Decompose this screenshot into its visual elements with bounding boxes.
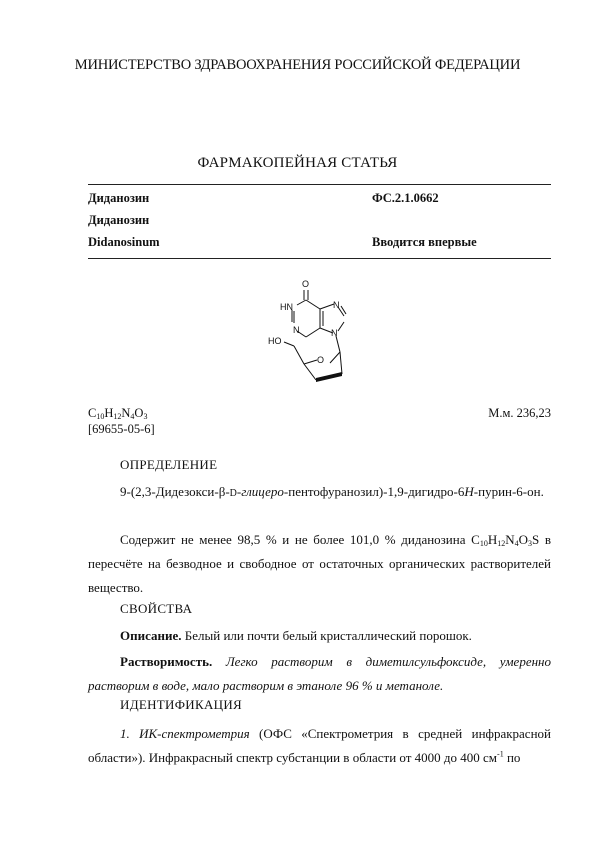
content-paragraph: Содержит не менее 98,5 % и не более 101,0 % диданозина $C_{10}H_{12}N_4O_3S$ в пересчёте на безводное и свободное от остаточных органических растворителей вещество. bbox=[88, 532, 551, 595]
atom-label: O bbox=[317, 355, 325, 365]
structural-formula bbox=[250, 270, 370, 395]
header-top-rule bbox=[88, 184, 551, 185]
section-heading-definition: ОПРЕДЕЛЕНИЕ bbox=[120, 457, 218, 472]
cas-number: [69655-05-6] bbox=[88, 422, 155, 436]
description-paragraph: Описание. Белый или почти белый кристаллический порошок. bbox=[120, 628, 472, 643]
chemical-name-paragraph: 9-(2,3-Дидезокси-β-D-глицеро-пентофуранозил)-1,9-дигидро-6H-пурин-6-он. bbox=[120, 484, 544, 499]
atom-label: N bbox=[293, 325, 300, 335]
molecular-formula: $C_{10}H_{12}N_4O_3$ bbox=[88, 406, 148, 421]
ir-spectrometry-paragraph: 1. ИК-спектрометрия (ОФС «Спектрометрия в средней инфракрасной области»). Инфракрасный спектр субстанции в области от 4000 до 400 $см^{-1}$ по bbox=[88, 726, 551, 765]
article-status: Вводится впервые bbox=[372, 235, 477, 249]
header-bottom-rule bbox=[88, 258, 551, 259]
substance-name-latin: Didanosinum bbox=[88, 235, 160, 249]
solubility-paragraph: Растворимость. Легко растворим в диметилсульфоксиде, умеренно растворим в воде, мало растворим в этаноле 96 % и метаноле. bbox=[88, 654, 551, 693]
substance-name-ru: Диданозин bbox=[88, 191, 150, 205]
atom-label: O bbox=[302, 279, 310, 289]
article-code: ФС.2.1.0662 bbox=[372, 191, 439, 205]
atom-label: N bbox=[333, 300, 340, 310]
article-title: ФАРМАКОПЕЙНАЯ СТАТЬЯ bbox=[197, 155, 398, 171]
atom-label: N bbox=[331, 328, 338, 338]
atom-label: HN bbox=[280, 302, 293, 312]
molecular-mass: М.м. 236,23 bbox=[488, 406, 551, 420]
atom-label: HO bbox=[268, 336, 282, 346]
substance-name-ru-alt: Диданозин bbox=[88, 213, 150, 227]
section-heading-identification: ИДЕНТИФИКАЦИЯ bbox=[120, 697, 242, 712]
section-heading-properties: СВОЙСТВА bbox=[120, 601, 193, 616]
ministry-title: МИНИСТЕРСТВО ЗДРАВООХРАНЕНИЯ РОССИЙСКОЙ ФЕДЕРАЦИИ bbox=[74, 57, 521, 73]
